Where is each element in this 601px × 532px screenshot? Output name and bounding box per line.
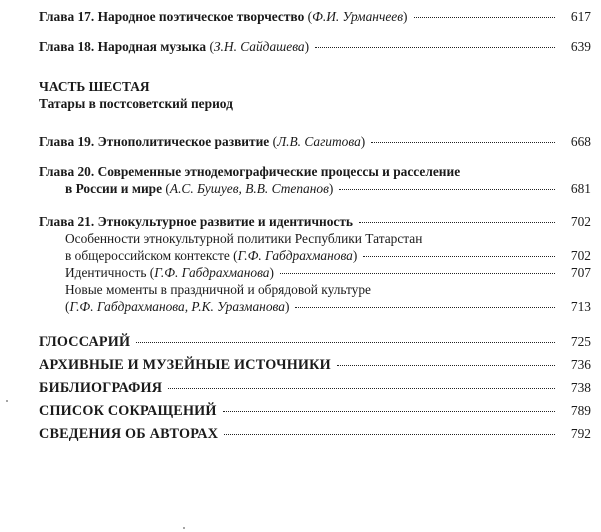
section-title-line1: Особенности этнокультурной политики Республики Татарстан	[65, 231, 423, 246]
part-heading: ЧАСТЬ ШЕСТАЯ	[39, 79, 150, 94]
section-item[interactable]: Идентичность ( Г.Ф. Габдрахманова ) 707	[65, 265, 591, 280]
leader-dots	[223, 410, 555, 412]
leader-dots	[414, 16, 555, 18]
page-number: 668	[570, 134, 591, 149]
toc-entry-abbreviations[interactable]	[39, 403, 601, 420]
page-number: 738	[570, 380, 591, 395]
back-title: ГЛОССАРИЙ	[39, 334, 131, 350]
scan-speck	[183, 527, 185, 529]
page-number: 639	[570, 39, 591, 54]
leader-dots	[363, 255, 555, 257]
toc-entry-authors[interactable]	[39, 426, 601, 443]
chapter-label: Глава 20.	[39, 164, 95, 179]
toc-entry-bibliography[interactable]	[39, 380, 601, 397]
page-number: 713	[570, 299, 591, 314]
leader-dots	[337, 364, 555, 366]
leader-dots	[315, 46, 555, 48]
section-title-line1: Идентичность	[65, 265, 147, 280]
leader-dots	[224, 433, 555, 435]
chapter-author: Л.В. Сагитова	[277, 134, 361, 149]
toc-entry-ch21[interactable]	[39, 213, 601, 315]
scan-speck	[6, 400, 8, 402]
toc-entry-glossary[interactable]	[39, 334, 601, 351]
chapter-label: Глава 19.	[39, 134, 95, 149]
page-number: 792	[570, 426, 591, 441]
chapter-title: Этнокультурное развитие и идентичность	[97, 214, 354, 229]
page-number: 707	[570, 265, 591, 280]
chapter-label: Глава 18.	[39, 39, 95, 54]
back-title: СВЕДЕНИЯ ОБ АВТОРАХ	[39, 426, 219, 442]
leader-dots	[280, 272, 555, 274]
toc-entry-ch20[interactable]: Глава 20. Современные этнодемографические процессы и расселение в России и мире ( А.С. Бушуев, В.В. Степанов ) 681	[39, 164, 591, 196]
chapter-title: Этнополитическое развитие	[97, 134, 270, 149]
section-item[interactable]: Новые моменты в праздничной и обрядовой культуре ( Г.Ф. Габдрахманова, Р.К. Уразманова ) 713	[65, 282, 591, 314]
section-title-line2: в общероссийском контексте	[65, 248, 230, 263]
leader-dots	[371, 141, 555, 143]
leader-dots	[295, 306, 555, 308]
toc-entry-archives[interactable]	[39, 357, 601, 374]
chapter-author: З.Н. Сайдашева	[213, 39, 305, 54]
leader-dots	[339, 188, 555, 190]
section-list	[39, 230, 601, 315]
page-number: 736	[570, 357, 591, 372]
leader-dots	[168, 387, 555, 389]
section-title-line1: Новые моменты в праздничной и обрядовой культуре	[65, 282, 371, 297]
leader-dots	[136, 341, 555, 343]
section-item[interactable]: Особенности этнокультурной политики Республики Татарстан в общероссийском контексте ( Г.Ф. Габдрахманова ) 702	[65, 231, 591, 263]
page-number: 789	[570, 403, 591, 418]
page-number: 702	[570, 248, 591, 263]
page-number: 681	[570, 181, 591, 196]
back-title: АРХИВНЫЕ И МУЗЕЙНЫЕ ИСТОЧНИКИ	[39, 357, 331, 373]
back-title: СПИСОК СОКРАЩЕНИЙ	[39, 403, 217, 419]
back-title: БИБЛИОГРАФИЯ	[39, 380, 163, 396]
chapter-title-line1: Современные этнодемографические процессы и расселение	[97, 164, 461, 179]
toc-entry-ch17[interactable]: Глава 17. Народное поэтическое творчество ( Ф.И. Урманчеев ) 617	[39, 9, 591, 24]
chapter-author: А.С. Бушуев, В.В. Степанов	[169, 181, 329, 196]
part-subtitle: Татары в постсоветский период	[39, 96, 233, 111]
chapter-label: Глава 21.	[39, 214, 95, 229]
page-number: 617	[570, 9, 591, 24]
toc-entry-ch19[interactable]: Глава 19. Этнополитическое развитие ( Л.В. Сагитова ) 668	[39, 134, 591, 149]
chapter-label: Глава 17.	[39, 9, 95, 24]
toc-entry-ch18[interactable]: Глава 18. Народная музыка ( З.Н. Сайдашева ) 639	[39, 39, 591, 54]
page-number: 725	[570, 334, 591, 349]
page-number: 702	[570, 214, 591, 229]
section-author: Г.Ф. Габдрахманова	[154, 265, 270, 280]
leader-dots	[359, 221, 555, 223]
chapter-title-line2: в России и мире	[65, 181, 163, 196]
section-author: Г.Ф. Габдрахманова, Р.К. Уразманова	[69, 299, 285, 314]
chapter-author: Ф.И. Урманчеев	[312, 9, 404, 24]
chapter-title: Народная музыка	[97, 39, 207, 54]
chapter-title: Народное поэтическое творчество	[97, 9, 305, 24]
section-author: Г.Ф. Габдрахманова	[237, 248, 353, 263]
